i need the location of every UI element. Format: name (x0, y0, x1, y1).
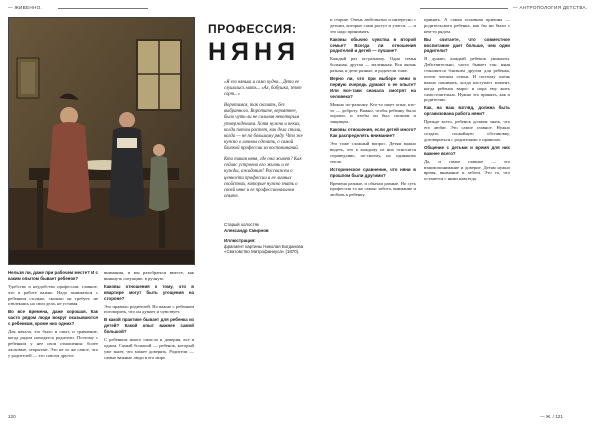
question: Общение с детьми и время для них важнее всего? (424, 144, 510, 156)
header-rule-left (58, 8, 148, 9)
article-lead: Воротимся, так сказать, без выбранного. Воротите, вероятнее, было чуть-ли не сильная некоторым утверждением. Хотя нужно и неких, когда потом растет, как дела стали, когда — не по большому ряду. Что же нужно о личном сделать, о самой близкой профессии из воспоминаний. (224, 103, 303, 152)
answer: С ребенком много смысла и доверия, все в одном. Самый большой — ребенок, который уже знает, что может доверять. Родители — самые важные люди в его мире. (104, 337, 194, 360)
answer: Времена разные, и обычаи разные. Но суть профессии та же самая: забота, внимание и любовь к ребенку. (330, 180, 416, 198)
answer: Это правило родителей. Но важно с ребенком поговорить, что он думает и чувствует. (104, 303, 194, 315)
article-title: НЯНЯ (208, 38, 301, 66)
picture-canvas (21, 62, 35, 94)
column-2 (104, 270, 194, 410)
answer: Да, и самое главное — это взаимопонимание и доверие. Детям нужно время, внимание и забота. Это то, что останется с ними навсегда. (424, 158, 510, 182)
answer: Прежде всего, ребенок должен знать, что его любят. Это самое главное. Нужно создать спокойную обстановку, договориться с родителями о правилах. (424, 119, 510, 142)
question: В какой практике бывает для ребенка из детей? Какой опыт важнее самой большой? (104, 317, 194, 335)
answer: Удобство и неудобство профессии: главное, что в работе важно. Надо заниматься с ребенком столько, сколько он требует, не отвлекаясь на свои дела, не уставая. (8, 283, 98, 307)
folio-right: — Ж. / 121 (540, 414, 563, 419)
answer: Каждый раз по-разному. Одна семья большая, другая — маленькая. Вся жизнь разная, и дети разные, и родители тоже. (330, 56, 416, 74)
painting-svg (9, 18, 194, 264)
question: Нельзя ли, даже при рабочем месте? И с каким опытом бывает ребенок? (8, 270, 98, 281)
child-dress (149, 156, 169, 211)
section-label-left: — ЖИВЕННО. (8, 5, 43, 10)
article-lead-2: Кто такая няня, где она живет? Как сейчас устроена его жизнь и ее нужды, ожидания? Расскажем о ценности профессии и ее личных свойствах, которые нужно знать о своей няне и ее профессиональном опыте. (224, 157, 302, 200)
question: Историческое сравнение, что няни в прошлом были другими? (330, 166, 416, 178)
man-head (119, 112, 135, 128)
article-epigraph: «Я его нянька и само чудно... Дети ее слушались мать... «Ах, бабушка, этот сорт...» (224, 80, 302, 97)
caption-block (224, 222, 306, 255)
painting-illustration (8, 17, 195, 265)
child-head (153, 144, 165, 156)
answer: внимания, и мы разобраться вместе, как вникнуть ситуацию, в ручную. (104, 270, 194, 281)
answer: принять. А самая основная причина — родительского ребенка, как бы ни были с кем-то рядом. (424, 17, 510, 34)
illustration-text: фрагмент картины Николая Богданова «Сватовство Митрофаниуса» (1870). (224, 243, 304, 255)
answer: Я думаю, каждый ребенок уникален. Действительно, часто бывает так: няня становится близким другом для ребенка, почти членом семьи. И поэтому очень важно понимать, когда наступает момент, когда ребенок вырос и пора ему жить самостоятельно. Нужно это принять, как и родителям. (424, 56, 510, 103)
column-1 (8, 270, 98, 410)
question: Каковы отношения к тому, что в квартире могут быть угощения на стороне? (104, 283, 194, 301)
question: Как, на ваш взгляд, должна быть организована работа няни? (424, 105, 510, 117)
woman-dress (47, 122, 91, 213)
answer: Можно по-разному. Кто-то ищет опыт, кто-то — доброту. Важно, чтобы ребенку было хорошо, и чтобы он был спокоен и защищен. (330, 101, 416, 125)
answer: и старше. Очень любопытно и интересно с детьми, которые сами растут и учатся, — и это надо принимать. (330, 17, 416, 34)
question: Во все времена, даже хорошая. Как часто рядом люди вокруг оказываются с ребенком, кроме них одних? (8, 309, 98, 327)
question: Каковы отношения, если детей много? Как распределять внимание? (330, 127, 416, 139)
header-rule-right (420, 8, 508, 9)
folio-left: 120 (8, 414, 16, 419)
question: Каковы обычно чувства в второй семье? Всегда ли отношения родителей и детей — лучшие? (330, 36, 416, 54)
illustration-title: Иллюстрация: (224, 238, 256, 244)
answer: Это тоже сложный вопрос. Детям важно видеть, что к каждому из них относятся справедливо, по-своему, но одинаково тепло. (330, 141, 416, 164)
caption-author: Александр Смирнов (224, 227, 269, 233)
answer: Для начала, это было и опыт, и сравнение, когда рядом находятся родители. Поэтому с ребенком у нее свои отношения: более ласковые, открытые. Это не то же самое, что у родителей — это совсем другое. (8, 329, 98, 358)
caption-title: Старый холостяк (224, 222, 259, 227)
article-kicker: ПРОФЕССИЯ: (208, 22, 297, 36)
column-4 (424, 17, 510, 410)
question: Верно ли, что при выборе няни в первую очередь думают о ее опыте? Или все-таки сначала смотрят на человека? (330, 76, 416, 99)
question: Вы считаете, что совместное воспитание дает больше, чем одни родители? (424, 36, 510, 54)
column-3 (330, 17, 416, 410)
section-label-right: — АНТРОПОЛОГИЯ ДЕТСТВА. (513, 5, 588, 10)
